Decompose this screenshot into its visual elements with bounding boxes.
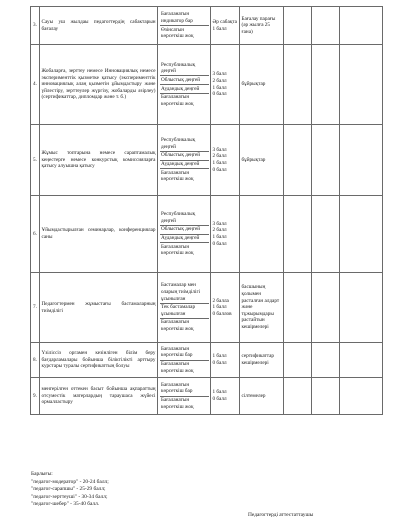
level-cell bbox=[158, 196, 211, 273]
row-number: 9. bbox=[31, 378, 40, 415]
criterion-cell: Жобаларға, зерттеу немесе Инновациялық немесе эксперименттік қызметке қатысу (эксперименттік инновациялық алаң қызметін ұйымдастыру және үйлестіру, зерттеулер жүргізу, жобаларды әзірлеу) (сертификаттар, дипломдар және т. б.) bbox=[40, 45, 158, 125]
score-cell bbox=[312, 125, 340, 196]
evidence-cell: сертификаттар кешірмелері bbox=[240, 343, 284, 378]
level-item: Өзінсатын көрсеткіш жоқ bbox=[161, 26, 194, 40]
points-item: Әр сабақта 1 балл bbox=[212, 18, 237, 32]
score-cell bbox=[284, 196, 312, 273]
points-item: 1 балл bbox=[212, 353, 227, 360]
level-item: Бағаланатын көрсеткіш жоқ bbox=[161, 94, 194, 107]
level-item: Бағаланатын көрсеткіш жоқ bbox=[161, 319, 194, 332]
criterion-cell: менгерілген оттекен басыт бойынша ақпараттың отсуместік матерлардың тараушаса жүйесі ормалластыру bbox=[40, 378, 158, 415]
level-cell bbox=[158, 7, 211, 45]
level-cell bbox=[158, 343, 211, 378]
totals-line: "педагог-зерттеуші" - 30-34 балл; bbox=[31, 493, 108, 500]
table-row bbox=[31, 7, 383, 45]
level-item: Бағаланатын көрсеткіш жоқ bbox=[161, 243, 194, 257]
level-item: Бағаланатын көрсеткіш бар bbox=[160, 345, 209, 360]
table-row bbox=[31, 273, 383, 343]
table-row bbox=[31, 125, 383, 196]
score-cell bbox=[284, 7, 312, 45]
level-item: Бастамалар мен оларың тиімділігі ұсынылған bbox=[160, 282, 209, 304]
points-cell bbox=[211, 378, 240, 415]
signature-line: Педагогтерді аттестаттаушы bbox=[248, 512, 314, 518]
points-cell bbox=[211, 45, 240, 125]
points-item: 0 баллов bbox=[212, 310, 232, 317]
level-item: Облыстық деңгей bbox=[160, 226, 209, 235]
points-item: 1 балл bbox=[212, 84, 227, 91]
points-item: 2 балл bbox=[212, 153, 227, 160]
totals-line: "педагог-модератор" - 20-24 балл; bbox=[31, 478, 109, 485]
points-cell bbox=[211, 7, 240, 45]
table-row bbox=[31, 45, 383, 125]
points-item: 0 балл bbox=[212, 396, 227, 402]
level-item: Республикалық деңгей bbox=[160, 137, 209, 152]
score-cell bbox=[340, 378, 383, 415]
points-cell bbox=[211, 125, 240, 196]
points-cell bbox=[211, 196, 240, 273]
table-row bbox=[31, 196, 383, 273]
score-cell bbox=[340, 343, 383, 378]
points-item: 0 балл bbox=[212, 240, 227, 247]
score-cell bbox=[312, 45, 340, 125]
level-item: Облыстық деңгей bbox=[160, 152, 209, 161]
totals-line: "педагог-сарапшы" - 25-29 балл; bbox=[31, 486, 106, 493]
points-item: 3 балл bbox=[212, 146, 227, 153]
score-cell bbox=[312, 196, 340, 273]
points-item: 2 балл bbox=[212, 77, 227, 84]
evidence-cell: бұйрықтар bbox=[240, 125, 284, 196]
score-cell bbox=[284, 378, 312, 415]
level-item: Облыстық деңгей bbox=[160, 76, 209, 85]
score-cell bbox=[312, 343, 340, 378]
level-item: Бағаланатын көрсеткіш бар bbox=[160, 381, 209, 396]
points-item: 1 балл bbox=[212, 160, 227, 166]
points-item: 0 балл bbox=[212, 166, 227, 173]
points-item: 3 балл bbox=[212, 220, 227, 227]
row-number: 7. bbox=[31, 273, 40, 343]
criterion-cell: Педагогтермен жұмыстағы бастамаларның тиімділігі bbox=[40, 273, 158, 343]
row-number: 4. bbox=[31, 45, 40, 125]
totals-line: "педагог-шебер" - 35-40 балл. bbox=[31, 501, 100, 508]
row-number: 6. bbox=[31, 196, 40, 273]
score-cell bbox=[312, 378, 340, 415]
points-item: 1 балл bbox=[212, 389, 227, 396]
points-cell bbox=[211, 273, 240, 343]
evidence-cell: сілтемелер bbox=[240, 378, 284, 415]
score-cell bbox=[340, 7, 383, 45]
criterion-cell: Жұмыс топтарына немесе сараптамалық кеңестерге немесе конкурстық комиссияларға қатысу алуышна қатысу bbox=[40, 125, 158, 196]
criteria-rows bbox=[31, 7, 383, 415]
points-item: 1 балл bbox=[212, 234, 227, 240]
score-cell bbox=[312, 7, 340, 45]
points-item: 2 балла bbox=[212, 297, 229, 304]
score-cell bbox=[312, 273, 340, 343]
level-cell bbox=[158, 45, 211, 125]
points-item: 0 балл bbox=[212, 360, 227, 366]
level-item: Бағаланатын көрсеткіш жоқ bbox=[161, 397, 194, 410]
evidence-cell bbox=[240, 196, 284, 273]
points-item: 0 балл bbox=[212, 91, 227, 98]
points-item: 1 балл bbox=[212, 304, 227, 311]
row-number: 5. bbox=[31, 125, 40, 196]
score-cell bbox=[340, 125, 383, 196]
criterion-cell: Үзіліссіз оргамен кезінліген білім беру бағдарламалары бойынша біліктілікті арттыру курстары туралы сертификаттың болуы bbox=[40, 343, 158, 378]
score-cell bbox=[284, 125, 312, 196]
row-number: 8. bbox=[31, 343, 40, 378]
points-item: 2 балл bbox=[212, 227, 227, 234]
score-cell bbox=[340, 45, 383, 125]
level-item: Аудандық деңгей bbox=[160, 161, 209, 170]
level-item: Аудандық деңгей bbox=[160, 235, 209, 244]
level-item: Республикалық деңгей bbox=[160, 61, 209, 76]
totals-section bbox=[31, 471, 109, 509]
level-item: Бағаланатын көрсеткіш жоқ bbox=[161, 361, 194, 374]
table-row bbox=[31, 378, 383, 415]
level-item: Аудандық деңгей bbox=[160, 85, 209, 94]
level-cell bbox=[158, 273, 211, 343]
level-item: Бағаланатын көрсеткіш жоқ bbox=[161, 169, 194, 183]
score-cell bbox=[284, 273, 312, 343]
points-item: 3 балл bbox=[212, 71, 227, 78]
level-item: Республикалық деңгей bbox=[160, 211, 209, 226]
score-cell bbox=[284, 45, 312, 125]
evidence-cell: басшының қолымен расталған алдарт және тұжырымдары растайтын кешірмелері bbox=[240, 273, 284, 343]
evidence-cell: бұйрықтар bbox=[240, 45, 284, 125]
row-number: 3. bbox=[31, 7, 40, 45]
level-cell bbox=[158, 125, 211, 196]
score-cell bbox=[340, 273, 383, 343]
criterion-cell: Сауы уш жылдаы педагогтердің сабактарын бағалау bbox=[40, 7, 158, 45]
totals-heading: Барлығы: bbox=[31, 471, 53, 477]
evidence-cell: Бағалау парағы (әр жылға 25 ғана) bbox=[240, 7, 284, 45]
criterion-cell: Ұйымдастырылған семинарлар, конференциялар саны bbox=[40, 196, 158, 273]
points-cell bbox=[211, 343, 240, 378]
level-item: Тек бастамалар ұсынылған bbox=[160, 304, 209, 319]
score-cell bbox=[284, 343, 312, 378]
level-item: Бағаланатын индикатор бар bbox=[160, 11, 209, 26]
criteria-table bbox=[30, 6, 383, 415]
score-cell bbox=[340, 196, 383, 273]
table-row bbox=[31, 343, 383, 378]
level-cell bbox=[158, 378, 211, 415]
